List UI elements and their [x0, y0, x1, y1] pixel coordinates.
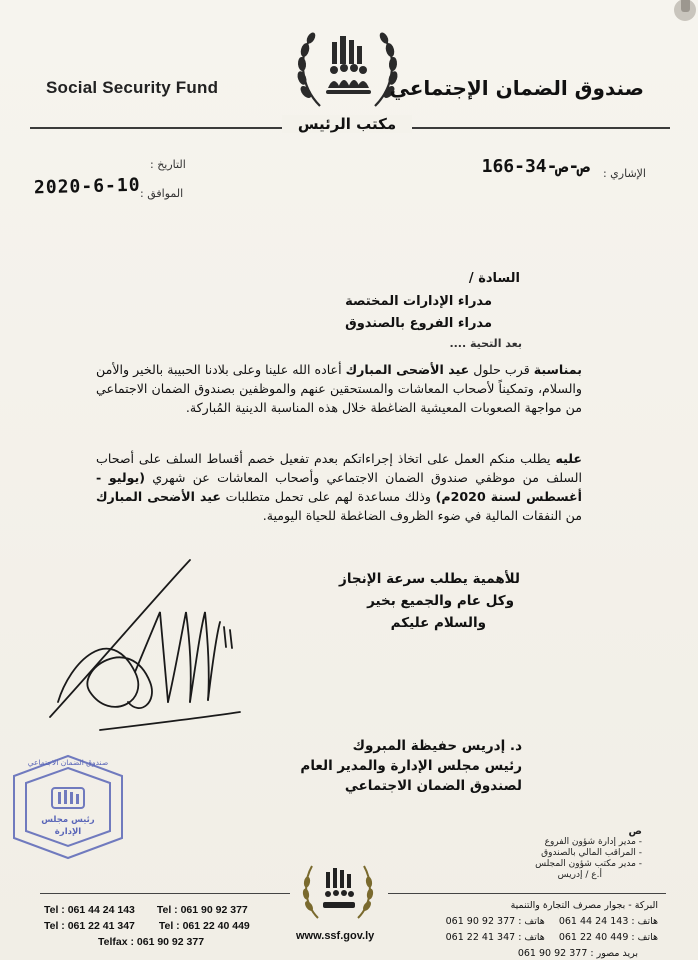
paragraph2-lead: عليه [555, 451, 582, 466]
paragraph2-part2: وذلك مساعدة لهم على تحمل متطلبات [225, 489, 431, 504]
salutation: السادة / [468, 271, 520, 286]
closing-block [339, 568, 520, 634]
paragraph2-months: (يوليو - أغسطس لسنة 2020م) [96, 470, 582, 504]
footer-phone: Tel : 061 44 24 143 [44, 904, 135, 916]
paragraph2-part1: يطلب منكم العمل على اتخاذ إجراءاتكم بعدم تفعيل خصم أقساط السلف على أصحاب السلف من موظفي صندوق الضمان الاجتماعي وأصحاب المعاشات عن شهري [96, 451, 582, 485]
addressee-line2: مدراء الفروع بالصندوق [345, 316, 492, 331]
signatory-block [202, 736, 522, 796]
paragraph2-occasion: عيد الأضحى المبارك [96, 489, 221, 504]
signatory-name: د. إدريس حفيظة المبروك [352, 738, 522, 754]
footer-address: البركة - بجوار مصرف التجارة والتنمية [510, 900, 658, 911]
footer-phone-ar: هاتف : 377 92 90 061 [445, 916, 545, 927]
reference-label: الإشاري : [602, 167, 646, 180]
paragraph1-occasion: عيد الأضحى المبارك [345, 362, 470, 377]
footer-logo-icon [298, 858, 378, 924]
office-label: مكتب الرئيس [282, 115, 412, 133]
signatory-title1: رئيس مجلس الإدارة والمدير العام [300, 758, 522, 774]
stamp-inner-text1: رئيس مجلس [41, 815, 95, 825]
paragraph2-part3: من النفقات المالية في ضوء الظروف الضاغطة للحياة اليومية. [262, 508, 582, 523]
paragraph1-lead: بمناسبة [533, 362, 582, 377]
cc-item: - المراقب المالي بالصندوق [541, 848, 642, 858]
stamp-inner-text2: الإدارة [54, 827, 82, 837]
footer-pobox: بريد مصور : 377 92 90 061 [517, 948, 638, 959]
cc-initials: أ.ع / إدريس [557, 870, 602, 880]
ssf-logo-icon [290, 26, 405, 114]
closing-line3: والسلام عليكم [390, 615, 486, 631]
footer-rule-right [388, 893, 666, 894]
closing-line2: وكل عام والجميع بخير [367, 593, 514, 609]
date-label: التاريخ : [150, 158, 186, 171]
cc-list [492, 826, 642, 881]
stamp-outer-text: صندوق الضمان الاجتماعي [27, 758, 109, 767]
handwritten-date: 2020-6-10 [33, 174, 141, 199]
cc-item: - مدير إدارة شؤون الفروع [544, 837, 642, 847]
handwritten-signature [40, 552, 250, 742]
footer-rule-left [40, 893, 290, 894]
footer-telfax: Telfax : 061 90 92 377 [98, 936, 205, 948]
handwritten-reference: 166-34-ص-ص [481, 156, 590, 177]
footer-phone: Tel : 061 22 41 347 [44, 920, 135, 932]
cc-mark: ص [628, 826, 642, 837]
corresponding-label: الموافق : [140, 187, 184, 200]
paragraph1-part2: أعاده الله علينا وعلى بلادنا الحبيبة بالخير والأمن والسلام، وتمكيناً لأصحاب المعاشات والمستحقين عنهم والموظفين بصندوق الضمان الاجتماعي من مواجهة الصعوبات المعيشية الضاغطة خلال هذه المناسبة الدينية المُباركة. [96, 362, 582, 415]
footer-phones-left [44, 902, 250, 950]
paragraph-request [96, 449, 582, 525]
signatory-title2: لصندوق الضمان الاجتماعي [344, 778, 522, 794]
greeting: بعد التحية .... [449, 337, 522, 350]
cc-item: - مدير مكتب شؤون المجلس [535, 859, 642, 869]
footer-phone-ar: هاتف : 347 41 22 061 [445, 932, 545, 943]
footer-phone-ar: هاتف : 143 24 44 061 [558, 916, 658, 927]
official-stamp [4, 752, 132, 862]
paragraph-occasion [96, 360, 582, 417]
page-corner-icon [663, 0, 698, 28]
footer-contact-right [408, 898, 658, 960]
footer-phone: Tel : 061 90 92 377 [156, 904, 248, 916]
footer-phone-ar: هاتف : 449 40 22 061 [558, 932, 658, 943]
arabic-org-title: صندوق الضمان الإجتماعي [389, 76, 644, 100]
closing-line1: للأهمية يطلب سرعة الإنجاز [339, 571, 520, 587]
footer-phone: Tel : 061 22 40 449 [158, 920, 250, 932]
english-org-title: Social Security Fund [46, 78, 219, 97]
paragraph1-part1: قرب حلول [473, 362, 530, 377]
addressee-line1: مدراء الإدارات المختصة [345, 294, 492, 309]
footer-website[interactable]: www.ssf.gov.ly [296, 930, 375, 942]
